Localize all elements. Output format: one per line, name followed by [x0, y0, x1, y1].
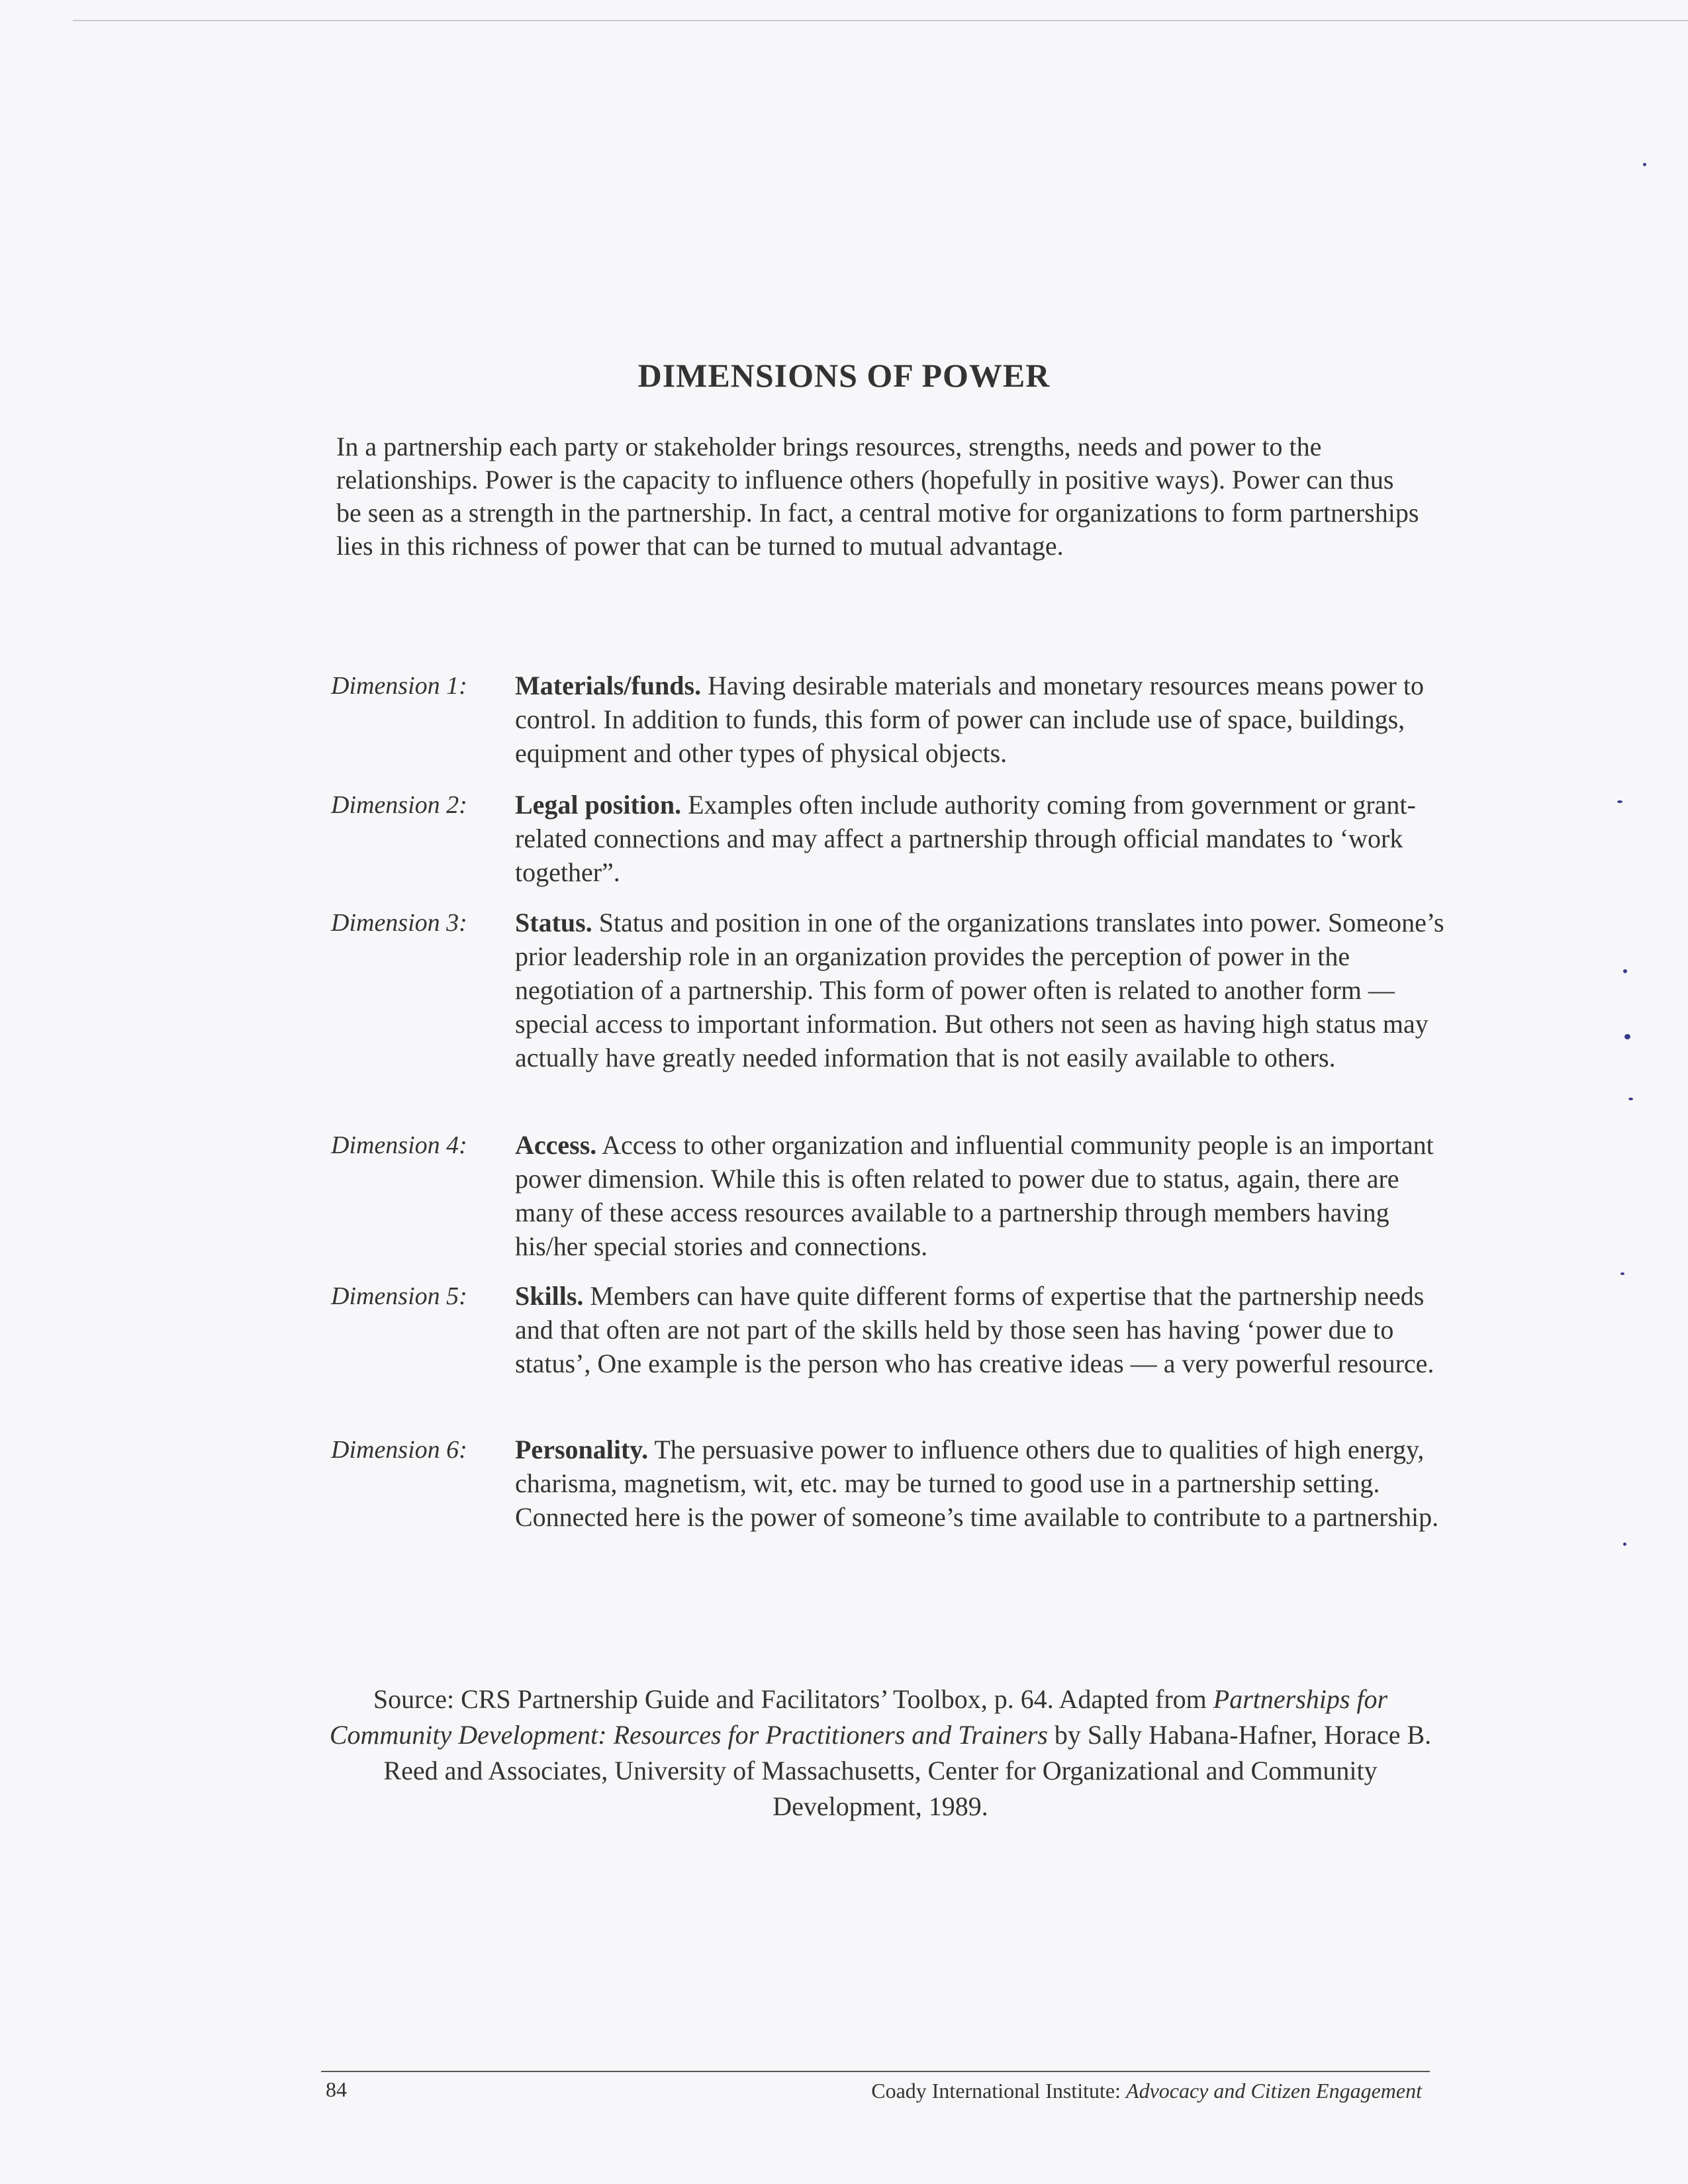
source-suffix: by Sally Habana-Hafner, Horace B. Reed and Associates, University of Massachusetts, Center for Organizational and Community Development, 1989. [383, 1720, 1432, 1821]
dimension-body [515, 1279, 1448, 1380]
scan-speck [1624, 1034, 1630, 1039]
dimension-term: Access. [515, 1130, 597, 1160]
dimension-label: Dimension 4: [331, 1131, 467, 1159]
dimension-text: The persuasive power to influence others due to qualities of high energy, charisma, magnetism, wit, etc. may be turned to good use in a partnership setting. Connected here is the power of someone’s time available to contribute to a partnership. [515, 1435, 1439, 1532]
scan-speck [1617, 800, 1622, 803]
footer-rule [321, 2071, 1430, 2072]
scan-speck [1643, 163, 1646, 166]
dimension-text: Status and position in one of the organizations translates into power. Someone’s prior leadership role in an organization provides the perception of power in the negotiation of a partnership. This form of power often is related to another form — special access to important information. But others not seen as having high status may actually have greatly needed information that is not easily available to others. [515, 908, 1444, 1072]
dimension-term: Materials/funds. [515, 671, 702, 700]
source-book-title: Partnerships for Community Development: Resources for Practitioners and Trainers [329, 1684, 1388, 1750]
dimension-label: Dimension 1: [331, 672, 467, 700]
dimension-body [515, 788, 1448, 889]
page-title: DIMENSIONS OF POWER [637, 357, 1051, 394]
intro-paragraph: In a partnership each party or stakeholder brings resources, strengths, needs and power to the relationships. Power is the capacity to influence others (hopefully in positive ways). Power can thus be seen as a strength in the partnership. In fact, a central motive for organizations to form partnerships lies in this richness of power that can be turned to mutual advantage. [336, 432, 1419, 561]
scan-speck [1620, 1272, 1624, 1275]
scan-speck [1623, 969, 1627, 973]
scan-speck [1628, 1098, 1633, 1100]
dimension-text: Examples often include authority coming from government or grant-related connections and may affect a partnership through official mandates to ‘work together”. [515, 790, 1416, 887]
source-citation [318, 1682, 1443, 1825]
scan-edge-line [73, 20, 1688, 21]
dimension-body [515, 1433, 1448, 1534]
dimension-label: Dimension 5: [331, 1282, 467, 1310]
dimension-term: Skills. [515, 1281, 584, 1311]
dimension-text: Having desirable materials and monetary resources means power to control. In addition to funds, this form of power can include use of space, buildings, equipment and other types of physical objects. [515, 671, 1424, 768]
dimension-body [515, 669, 1448, 770]
dimension-body [515, 906, 1448, 1074]
footer-publication-title: Advocacy and Citizen Engagement [1126, 2079, 1422, 2103]
dimension-body [515, 1128, 1448, 1263]
scan-speck [1623, 1543, 1626, 1546]
dimension-label: Dimension 6: [331, 1436, 467, 1464]
footer-publication [871, 2079, 1422, 2103]
dimension-term: Status. [515, 908, 592, 937]
dimension-label: Dimension 3: [331, 909, 467, 937]
footer-publisher: Coady International Institute: [871, 2079, 1127, 2103]
source-prefix: Source: CRS Partnership Guide and Facilitators’ Toolbox, p. 64. Adapted from [373, 1684, 1213, 1714]
dimension-term: Legal position. [515, 790, 682, 820]
dimension-text: Members can have quite different forms of expertise that the partnership needs and that often are not part of the skills held by those seen has having ‘power due to status’, One example is the person who has creative ideas — a very powerful resource. [515, 1281, 1434, 1378]
dimension-label: Dimension 2: [331, 791, 467, 819]
dimension-text: Access to other organization and influential community people is an important power dimension. While this is often related to power due to status, again, there are many of these access resources available to a partnership through members having his/her special stories and connections. [515, 1130, 1434, 1261]
page-number: 84 [326, 2077, 347, 2101]
dimension-term: Personality. [515, 1435, 649, 1464]
